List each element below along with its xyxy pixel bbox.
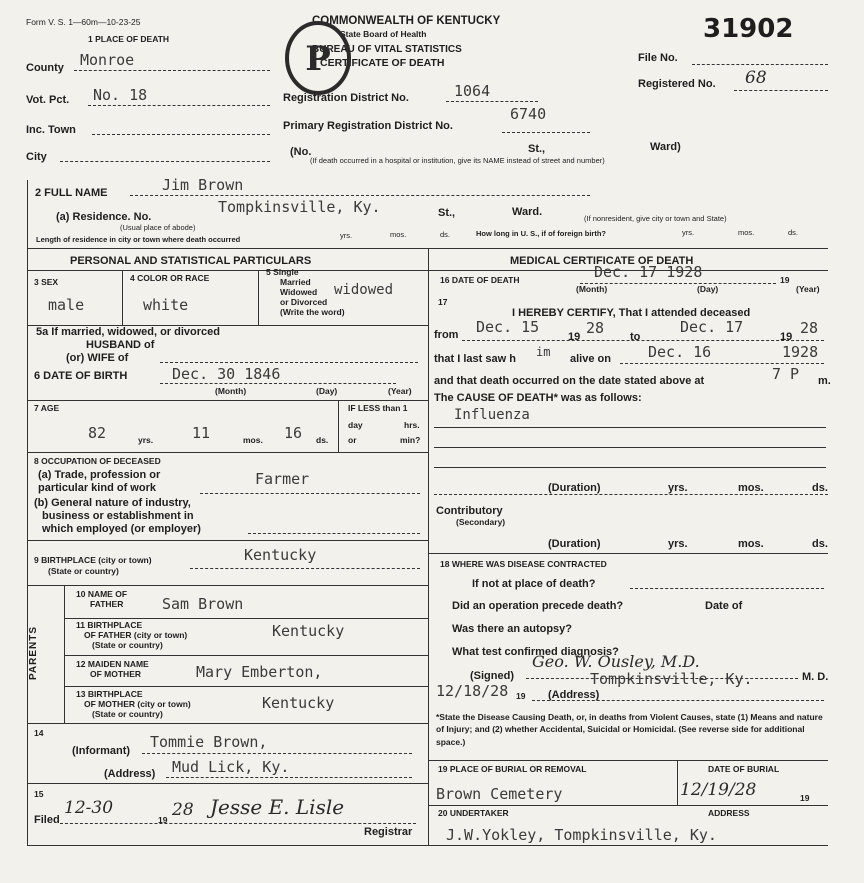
registration-district-value: 1064 (454, 82, 491, 100)
board-heading: State Board of Health (340, 29, 427, 39)
parents-divider (64, 585, 65, 723)
sex-value: male (48, 296, 85, 314)
undertaker-address-label: ADDRESS (708, 808, 750, 818)
disease-contracted-label: 18 WHERE WAS DISEASE CONTRACTED (440, 559, 607, 569)
attended-to-date: Dec. 17 (680, 318, 744, 336)
residence-st-label: St., (438, 207, 456, 219)
primary-registration-label: Primary Registration District No. (283, 120, 453, 132)
registrar-signature: Jesse E. Lisle (210, 795, 345, 819)
rule-footnote (428, 760, 828, 761)
registrar-label: Registrar (364, 826, 413, 838)
burial-divider (677, 760, 678, 805)
cause-of-death-value: Influenza (454, 407, 530, 423)
rule-age (27, 452, 428, 453)
residence-label: (a) Residence. No. (56, 211, 152, 223)
certify-statement: I HEREBY CERTIFY, That I attended deceased (512, 307, 751, 319)
bottom-rule (27, 845, 828, 846)
rule-parents (27, 723, 428, 724)
father-birthplace-value: Kentucky (272, 622, 345, 640)
usual-place-note: (Usual place of abode) (120, 223, 196, 232)
medical-section-title: MEDICAL CERTIFICATE OF DEATH (510, 255, 694, 267)
county-value: Monroe (80, 51, 135, 69)
cause-of-death-label: The CAUSE OF DEATH* was as follows: (434, 392, 642, 404)
rule-burial (428, 805, 828, 806)
registration-district-label: Registration District No. (283, 92, 409, 104)
rule-dob (27, 400, 428, 401)
cause-footnote: *State the Disease Causing Death, or, in deaths from Violent Causes, state (1) Means and nature of Injury; and (2) whether Accidental, Suicidal or Homicidal. (See reverse side for additional space.) (436, 712, 823, 747)
personal-section-title: PERSONAL AND STATISTICAL PARTICULARS (70, 255, 312, 267)
no-label: (No. (290, 146, 312, 158)
informant-label: (Informant) (72, 745, 131, 757)
commonwealth-heading: COMMONWEALTH OF KENTUCKY (312, 15, 501, 27)
last-saw-pronoun: im (536, 345, 551, 359)
burial-date-label: DATE OF BURIAL (708, 764, 780, 774)
father-name-value: Sam Brown (162, 595, 244, 613)
vot-pct-label: Vot. Pct. (26, 94, 70, 106)
last-saw-date: Dec. 16 (648, 343, 712, 361)
filed-date: 12-30 (64, 798, 114, 818)
burial-place-label: 19 PLACE OF BURIAL OR REMOVAL (438, 764, 587, 774)
rule-mother (64, 686, 428, 687)
header-rule (27, 248, 828, 249)
age-label: 7 AGE (34, 403, 60, 413)
age-divider (338, 400, 339, 452)
hospital-note: (If death occurred in a hospital or institution, give its NAME instead of street and number) (310, 156, 605, 165)
inc-town-label: Inc. Town (26, 124, 76, 136)
death-certificate: Form V. S. 1—60m—10-23-25 1 PLACE OF DEATH COMMONWEALTH OF KENTUCKY State Board of Health BUREAU OF VITAL STATISTICS CERTIFICATE OF DEATH P 31902 File No. Registered No. 68 County Monroe Vot. Pct. No. 18 Registration District No. 1064 Inc. Town Primary Registration District No. 6740 City (No. St., Ward) (If death occurred in a hospital or institution, give its NAME instead of street and number) 2 FULL NAME Jim Brown (a) Residence. No. Tompkinsville, Ky. St., Ward. (If nonresident, give city or town and State) (Usual place of abode) Length of residence in city or town where death occurred yrs. mos. ds. How long in U. S., if of foreign birth? yrs. mos. ds. PERSONAL AND STATISTICAL PARTICULARS 3 SEX male 4 COLOR OR RACE white 5 Single Married Widowed or Divorced (Write the word) widowed 5a If married, widowed, or divorced HUSBAND of (or) WIFE of 6 DATE OF BIRTH Dec. 30 1846 (Month) (Day) (Year) 7 AGE 82 yrs. 11 mos. 16 ds. IF LESS than 1 day hrs. or min? 8 OCCUPATION OF DECEASED (a) Trade, profession or particular kind of work Farmer (b) General nature of industry, business or establishment in which employed (or employer) 9 BIRTHPLACE (city or town) (State or country) Kentucky PARENTS 10 NAME OF FATHER Sam Brown 11 BIRTHPLACE OF FATHER (city or town) (State or country) Kentucky 12 MAIDEN NAME OF MOTHER Mary Emberton, 13 BIRTHPLACE OF MOTHER (city or town) (State or country) Kentucky 14 (Informant) Tommie Brown, (Address) Mud Lick, Ky. 15 Filed 12-30 19 28 Jesse E. Lisle Registrar MEDICAL CERTIFICATE OF DEATH 16 DATE OF DEATH Dec. 17 1928 19 (Month) (Day) (Year) 17 I HEREBY CERTIFY, That I attended deceased from Dec. 15 19 28 to Dec. 17 19 28 that I last saw h im alive on Dec. 16 1928 and that death occurred on the date stated above at 7 P m. The CAUSE OF DEATH* was as follows: Influenza (Duration) yrs. mos. ds. Contributory (Secondary) (Duration) yrs. mos. ds. 18 WHERE WAS DISEASE CONTRACTED If not at place of death? Did an operation precede death? Date of Was there an autopsy? What test confirmed diagnosis? (Signed) Geo. W. Ousley, M.D. M. D. 12/18/28 19 (Address) Tompkinsville, Ky. *State the Disease Causing Death, or, in deaths from Violent Causes, state (1) Means and nature of Injury; and (2) whether Accidental, Suicidal or Homicidal. (See reverse side for additional space.) 19 PLACE OF BURIAL OR REMOVAL Brown Cemetery DATE OF BURIAL 12/19/28 19 20 UNDERTAKER ADDRESS J.W.Yokley, Tompkinsville, Ky. (0, 0, 864, 883)
occupation-label: 8 OCCUPATION OF DECEASED (34, 456, 161, 466)
residence-ward-label: Ward. (512, 206, 543, 218)
certificate-heading: CERTIFICATE OF DEATH (320, 57, 445, 69)
attended-from-year: 28 (586, 319, 605, 337)
filed-year: 28 (172, 800, 194, 820)
undertaker-label: 20 UNDERTAKER (438, 808, 509, 818)
place-of-death-heading: 1 PLACE OF DEATH (88, 34, 170, 44)
mother-birthplace-value: Kentucky (262, 694, 335, 712)
physician-signature: Geo. W. Ousley, M.D. (532, 652, 700, 671)
color-divider (258, 270, 259, 325)
full-name-value: Jim Brown (162, 176, 244, 194)
informant-address-label: (Address) (104, 768, 156, 780)
date-of-death-value: Dec. 17 1928 (594, 263, 703, 281)
seal-stamp (284, 20, 352, 96)
ward-label: Ward) (650, 141, 681, 153)
attended-to-year: 28 (800, 319, 819, 337)
city-label: City (26, 151, 47, 163)
occupation-value: Farmer (255, 470, 310, 488)
color-value: white (143, 296, 189, 314)
physician-address: Tompkinsville, Ky. (590, 670, 753, 688)
color-label: 4 COLOR OR RACE (130, 273, 210, 283)
center-divider (428, 248, 429, 845)
sex-label: 3 SEX (34, 277, 59, 287)
primary-registration-value: 6740 (510, 105, 547, 123)
rule-occupation (27, 540, 428, 541)
how-long-label: How long in U. S., if of foreign birth? (476, 229, 606, 238)
rule-father-bp (64, 655, 428, 656)
form-id: Form V. S. 1—60m—10-23-25 (26, 17, 141, 27)
rule-contributory (428, 553, 828, 554)
age-days: 16 (284, 424, 303, 442)
rule-birthplace (27, 585, 428, 586)
age-years: 82 (88, 424, 107, 442)
parents-side-label: PARENTS (28, 625, 39, 680)
informant-value: Tommie Brown, (150, 733, 268, 751)
section-rule (27, 270, 828, 271)
county-label: County (26, 62, 64, 74)
filed-label: Filed (34, 814, 60, 826)
dob-value: Dec. 30 1846 (172, 365, 281, 383)
dob-label: 6 DATE OF BIRTH (34, 370, 128, 382)
birthplace-value: Kentucky (244, 546, 317, 564)
burial-place-value: Brown Cemetery (436, 785, 563, 803)
undertaker-value: J.W.Yokley, Tompkinsville, Ky. (446, 826, 717, 844)
date-of-death-label: 16 DATE OF DEATH (440, 275, 520, 285)
sex-divider (122, 270, 123, 325)
attended-from-date: Dec. 15 (476, 318, 540, 336)
residence-value: Tompkinsville, Ky. (218, 198, 381, 216)
vot-pct-value: No. 18 (93, 86, 148, 104)
left-border (27, 180, 28, 845)
bureau-heading: BUREAU OF VITAL STATISTICS (312, 44, 462, 55)
informant-address-value: Mud Lick, Ky. (172, 758, 290, 776)
file-no-label: File No. (638, 52, 678, 64)
burial-date-value: 12/19/28 (680, 780, 757, 800)
registered-no-value: 68 (745, 68, 767, 88)
rule-informant (27, 783, 428, 784)
age-months: 11 (192, 424, 211, 442)
rule-father (64, 618, 428, 619)
st-label: St., (528, 143, 546, 155)
marital-value: widowed (334, 282, 394, 298)
nonresident-note: (If nonresident, give city or town and State) (584, 214, 727, 223)
physician-signed-date: 12/18/28 (436, 682, 509, 700)
length-of-residence-label: Length of residence in city or town where death occurred (36, 235, 241, 244)
death-time: 7 P (772, 365, 800, 383)
certificate-number: 31902 (703, 14, 794, 44)
full-name-label: 2 FULL NAME (35, 187, 108, 199)
mother-name-value: Mary Emberton, (196, 663, 323, 681)
last-saw-year: 1928 (782, 343, 819, 361)
registered-no-label: Registered No. (638, 78, 716, 90)
stamp-letter: P (305, 39, 331, 79)
